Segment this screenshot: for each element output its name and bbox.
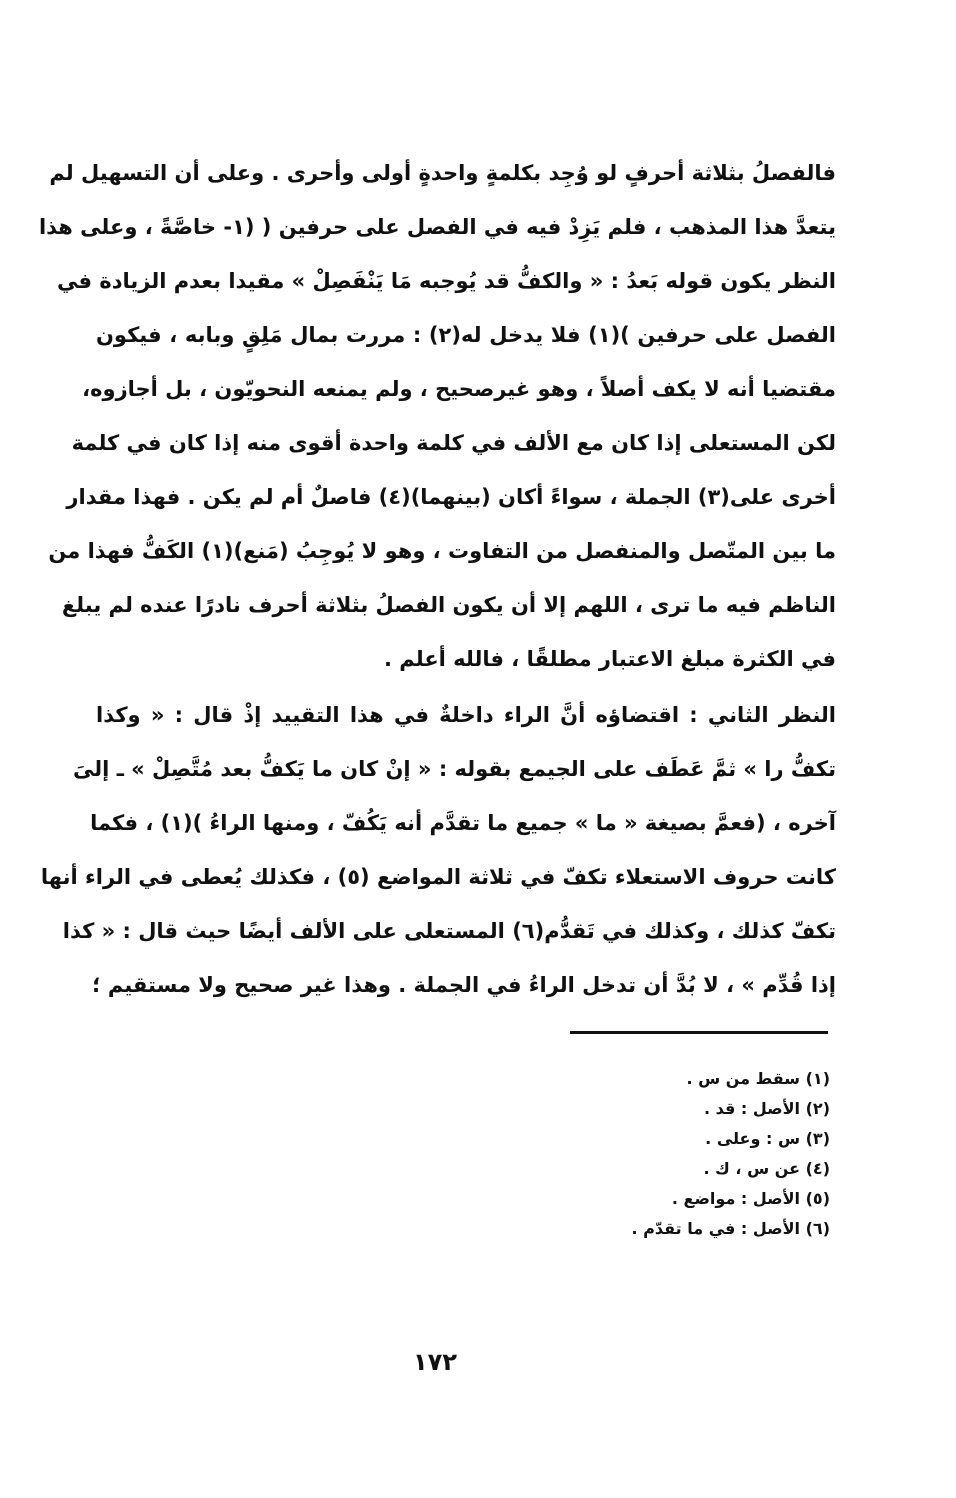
main-paragraph-1 xyxy=(38,146,836,686)
footnote: (٤) عن س ، ك . xyxy=(703,1159,830,1178)
text-line: الفصل على حرفين )(١) فلا يدخل له(٢) : مررت بمال مَلِقٍ وبابه ، فيكون xyxy=(96,323,836,347)
footnotes xyxy=(430,1064,830,1244)
main-paragraph-2 xyxy=(40,688,836,1012)
page-number: ١٧٢ xyxy=(413,1348,457,1376)
text-line: النظر يكون قوله بَعدُ : « والكفُّ قد يُوجبه مَا يَنْفَصِلْ » مقيدا بعدم الزيادة في xyxy=(57,269,836,293)
text-line: آخره ، (فعمَّ بصيغة « ما » جميع ما تقدَّم أنه يَكُفّ ، ومنها الراءُ )(١) ، فكما xyxy=(90,811,836,835)
text-line: الناظم فيه ما ترى ، اللهم إلا أن يكون الفصلُ بثلاثة أحرف نادرًا عنده لم يبلغ xyxy=(61,593,836,617)
text-line: أخرى على(٣) الجملة ، سواءً أكان (بينهما)(٤) فاصلٌ أم لم يكن . فهذا مقدار xyxy=(66,485,836,509)
text-line: تكفُّ را » ثمَّ عَطَف على الجيمع بقوله : « إنْ كان ما يَكفُّ بعد مُتَّصِلْ » ـ إلىَ xyxy=(73,757,836,781)
text-line: كانت حروف الاستعلاء تكفّ في ثلاثة المواضع (٥) ، فكذلك يُعطى في الراء أنها xyxy=(40,865,836,889)
footnote: (٣) س : وعلى . xyxy=(705,1129,830,1148)
footnote: (٦) الأصل : في ما تقدّم . xyxy=(631,1219,830,1238)
text-line: النظر الثاني : اقتضاؤه أنَّ الراء داخلةٌ في هذا التقييد إذْ قال : « وكذا xyxy=(96,703,836,727)
footnote-separator xyxy=(570,1031,828,1034)
footnote: (٢) الأصل : قد . xyxy=(703,1099,830,1118)
footnote: (١) سقط من س . xyxy=(686,1069,830,1088)
text-line: ما بين المتّصل والمنفصل من التفاوت ، وهو لا يُوجِبُ (مَنع)(١) الكَفُّ فهذا من xyxy=(48,539,836,563)
text-line: فالفصلُ بثلاثة أحرفٍ لو وُجِد بكلمةٍ واحدةٍ أولى وأحرى . وعلى أن التسهيل لم xyxy=(49,161,836,185)
text-line: في الكثرة مبلغ الاعتبار مطلقًا ، فالله أعلم . xyxy=(383,647,836,671)
text-line: إذا قُدِّم » ، لا بُدَّ أن تدخل الراءُ في الجملة . وهذا غير صحيح ولا مستقيم ؛ xyxy=(92,973,836,997)
text-line: مقتضيا أنه لا يكف أصلاً ، وهو غيرصحيح ، ولم يمنعه النحويّون ، بل أجازوه، xyxy=(82,377,836,401)
text-line: لكن المستعلى إذا كان مع الألف في كلمة واحدة أقوى منه إذا كان في كلمة xyxy=(71,431,836,455)
text-line: يتعدَّ هذا المذهب ، فلم يَزِدْ فيه في الفصل على حرفين ( (١- خاصَّةً ، وعلى هذا xyxy=(38,215,836,239)
text-line: تكفّ كذلك ، وكذلك في تَقدُّم(٦) المستعلى على الألف أيضًا حيث قال : « كذا xyxy=(62,919,836,943)
footnote: (٥) الأصل : مواضع . xyxy=(671,1189,830,1208)
